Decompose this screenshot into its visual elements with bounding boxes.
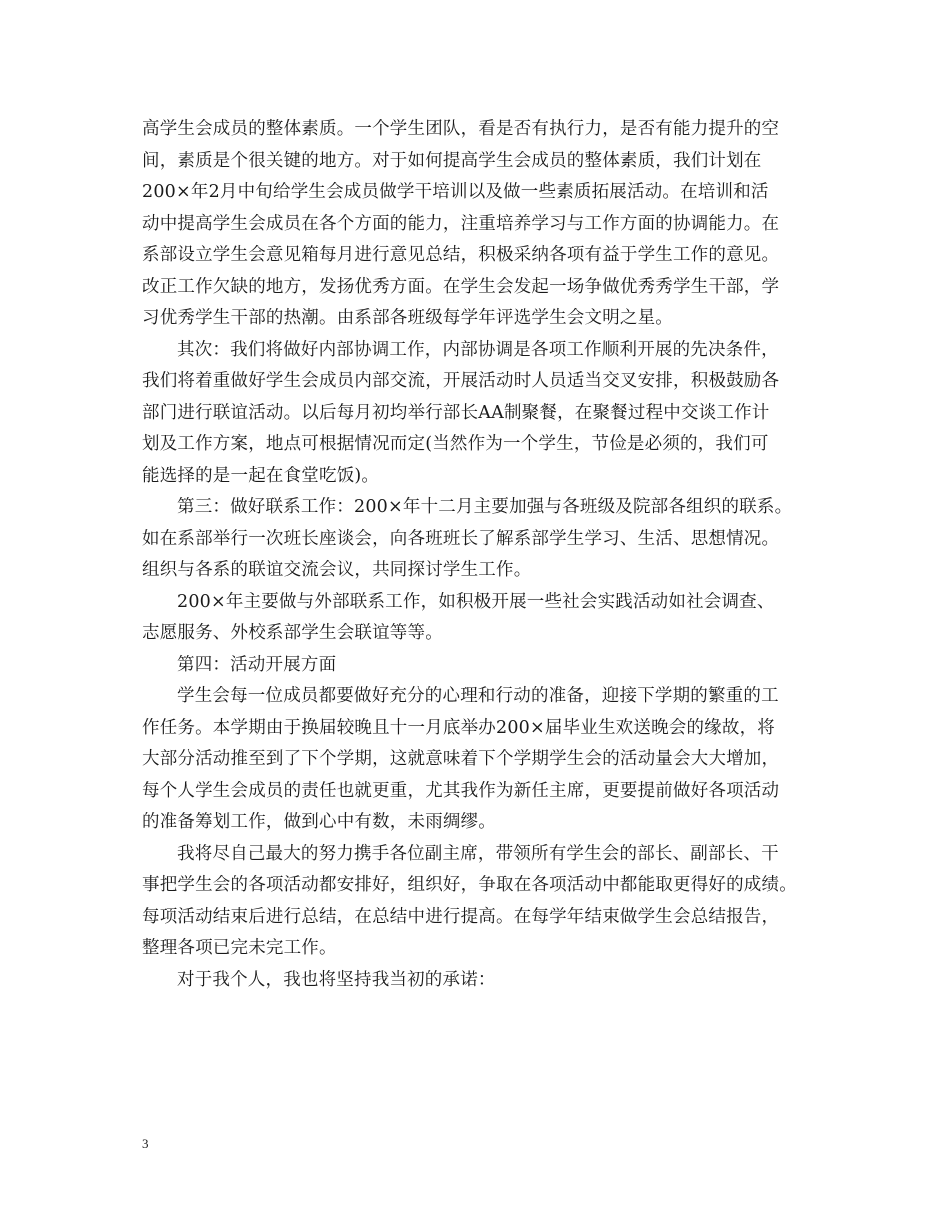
text-line: 改正工作欠缺的地方，发扬优秀方面。在学生会发起一场争做优秀秀学生干部，学 (142, 276, 780, 297)
text-line: 高学生会成员的整体素质。一个学生团队，看是否有执行力，是否有能力提升的空 (142, 119, 780, 139)
text-line: 组织与各系的联谊交流会议，共同探讨学生工作。 (142, 560, 532, 580)
paragraph-first-line: 200×年主要做与外部联系工作，如积极开展一些社会实践活动如社会调查、 (177, 591, 775, 612)
text-line: 划及工作方案，地点可根据情况而定(当然作为一个学生，节俭是必须的，我们可 (142, 434, 769, 454)
paragraph-first-line: 其次：我们将做好内部协调工作，内部协调是各项工作顺利开展的先决条件， (177, 339, 779, 360)
text-line: 系部设立学生会意见箱每月进行意见总结，积极采纳各项有益于学生工作的意见。 (142, 245, 780, 265)
paragraph-first-line: 对于我个人，我也将坚持我当初的承诺： (177, 969, 496, 990)
paragraph-first-line: 第三：做好联系工作：200×年十二月主要加强与各班级及院部各组织的联系。 (177, 497, 793, 517)
text-line: 作任务。本学期由于换届较晚且十一月底举办200×届毕业生欢送晚会的缘故，将 (142, 717, 775, 738)
paragraph-first-line: 第四：活动开展方面 (177, 654, 337, 675)
text-line: 事把学生会的各项活动都安排好，组织好，争取在各项活动中都能取更得好的成绩。 (142, 875, 797, 895)
text-line: 整理各项已完未完工作。 (142, 938, 337, 958)
paragraph-first-line: 我将尽自己最大的努力携手各位副主席，带领所有学生会的部长、副部长、干 (177, 843, 779, 864)
text-line: 大部分活动推至到了下个学期，这就意味着下个学期学生会的活动量会大大增加， (142, 749, 780, 769)
paragraph-first-line: 学生会每一位成员都要做好充分的心理和行动的准备，迎接下学期的繁重的工 (177, 686, 779, 706)
page-number: 3 (142, 1136, 149, 1151)
text-line: 能选择的是一起在食堂吃饭)。 (142, 465, 380, 486)
text-line: 200×年2月中旬给学生会成员做学干培训以及做一些素质拓展活动。在培训和活 (142, 182, 769, 202)
text-line: 动中提高学生会成员在各个方面的能力，注重培养学习与工作方面的协调能力。在 (142, 213, 780, 234)
text-line: 志愿服务、外校系部学生会联谊等等。 (142, 623, 443, 643)
text-line: 如在系部举行一次班长座谈会，向各班班长了解系部学生学习、生活、思想情况。 (142, 528, 780, 549)
text-line: 习优秀学生干部的热潮。由系部各班级每学年评选学生会文明之星。 (142, 308, 673, 328)
text-line: 的准备筹划工作，做到心中有数，未雨绸缪。 (142, 812, 496, 832)
text-line: 每个人学生会成员的责任也就更重，尤其我作为新任主席，更要提前做好各项活动 (142, 780, 780, 801)
body-text (142, 114, 822, 996)
text-line: 我们将着重做好学生会成员内部交流，开展活动时人员适当交叉安排，积极鼓励各 (142, 371, 780, 391)
text-line: 部门进行联谊活动。以后每月初均举行部长AA制聚餐，在聚餐过程中交谈工作计 (142, 402, 770, 423)
text-line: 间，素质是个很关键的地方。对于如何提高学生会成员的整体素质，我们计划在 (142, 150, 762, 171)
text-line: 每项活动结束后进行总结，在总结中进行提高。在每学年结束做学生会总结报告， (142, 906, 780, 927)
